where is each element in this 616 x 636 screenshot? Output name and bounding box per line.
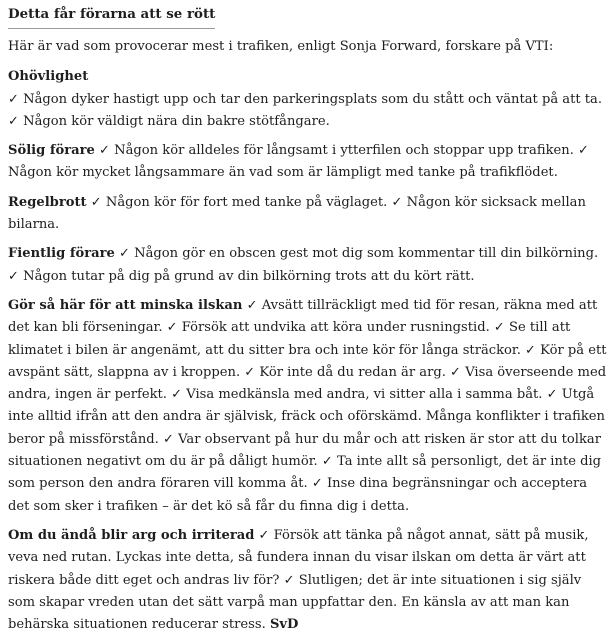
section-text: ✓ Avsätt tillräckligt med tid för resan, räkna med att det kan bli förseningar. ✓ Försök att undvika att köra under rusningstid. ✓ Se till att klimatet i bilen är angenämt, att du sitter bra och inte kör för långa sträckor. ✓ Kör på ett avspänt sätt, slappna av i kroppen. ✓ Kör inte då du redan är arg. ✓ Visa överseende med andra, ingen är perfekt. ✓ Visa medkänsla med andra, vi sitter alla i samma båt. ✓ Utgå inte alltid ifrån att den andra är självisk, fräck och oförskämd. Många konflikter i trafiken beror på missförstånd. ✓ Var observant på hur du mår och att risken är stor att du tolkar situationen negativt om du är på dåligt humör. ✓ Ta inte allt så personligt, det är inte dig som person den andra föraren vill komma åt. ✓ Inse dina begränsningar och acceptera det som sker i trafiken – är det kö så får du finna dig i detta.	[8, 297, 607, 514]
section-text: ✓ Någon kör för fort med tanke på väglaget. ✓ Någon kör sicksack mellan bilarna.	[8, 194, 586, 233]
fact-box-title: Detta får förarna att se rött	[8, 4, 215, 29]
section-heading: Regelbrott	[8, 194, 87, 210]
section-heading: Om du ändå blir arg och irriterad	[8, 527, 255, 543]
section-heading: Fientlig förare	[8, 246, 115, 262]
section-text: ✓ Försök att tänka på något annat, sätt på musik, veva ned rutan. Lyckas inte detta, så fundera innan du visar ilskan om detta är värt att riskera både ditt eget och andras liv för? ✓ Slutligen; det är inte situationen i sig själv som skapar vreden utan det sätt varpå man uppfattar den. En känsla av att man kan behärska situationen reducerar stress.	[8, 527, 589, 633]
section-text: ✓ Någon kör alldeles för långsamt i ytterfilen och stoppar upp trafiken. ✓ Någon kör mycket långsammare än vad som är lämpligt med tanke på trafikflödet.	[8, 143, 590, 181]
section-arg-och-irriterad	[8, 525, 609, 636]
section-heading: Ohövlighet	[8, 69, 89, 85]
section-fientlig-forare	[8, 243, 609, 288]
section-text: ✓ Någon dyker hastigt upp och tar den parkeringsplats som du stått och väntat på att ta. ✓ Någon kör väldigt nära din bakre stötfångare.	[8, 91, 603, 129]
section-heading: Gör så här för att minska ilskan	[8, 297, 243, 313]
section-text: ✓ Någon gör en obscen gest mot dig som kommentar till din bilkörning. ✓ Någon tutar på dig på grund av din bilkörning trots att du kört rätt.	[8, 246, 599, 284]
section-ohovlighet	[8, 66, 609, 133]
section-solig-forare	[8, 140, 609, 185]
intro-paragraph: Här är vad som provocerar mest i trafiken, enligt Sonja Forward, forskare på VTI:	[8, 39, 554, 54]
section-minska-ilskan	[8, 295, 609, 518]
source-signature: SvD	[269, 617, 299, 633]
section-heading: Sölig förare	[8, 143, 95, 159]
section-regelbrott	[8, 192, 609, 237]
